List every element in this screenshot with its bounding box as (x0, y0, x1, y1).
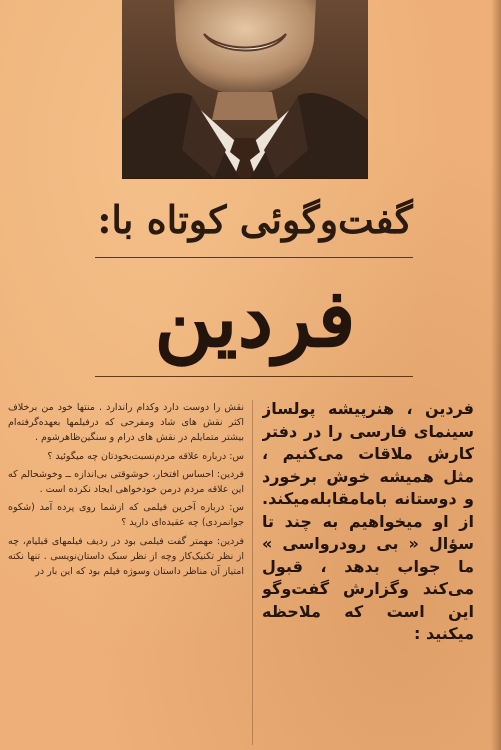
headline: گفت‌وگوئی کوتاه با: (97, 197, 413, 242)
interview-paragraph: نقش را دوست دارد وکدام راندارد . منتها خود من برخلاف اکثر نقش های شاد ومفرحی که درفیلمها بعهده‌گرفته‌ام بیشتر متمایلم در نقش های درام و سنگین‌ظاهرشوم . (8, 402, 244, 444)
column-divider (252, 400, 253, 745)
portrait-illustration (122, 0, 368, 178)
page-edge-shadow (491, 0, 501, 750)
intro-paragraph: فردین ، هنرپیشه پولساز سینمای فارسی را در دفتر کارش ملاقات می‌کنیم ، مثل همیشه خوش برخورد و دوستانه بامامقابله‌میکند. از او میخواهیم به چند تا سؤال « بی رودرواسی » ما جواب بدهد ، قبول می‌کند وگزارش گفت‌وگو این است که ملاحظه میکنید : (262, 399, 474, 643)
divider-line-top (95, 257, 413, 258)
interview-answer: فردین: مهمتر گفت فیلمی بود در ردیف فیلمهای قبلیام، چه از نظر تکنیک‌کار وچه از نظر سبک داستان‌نویسی . تنها نکته امتیاز آن مناظر داستان وسوژه فیلم بود که این بار در (8, 535, 244, 578)
divider-line-bottom (95, 376, 413, 377)
name-title: فردین (154, 271, 356, 365)
intro-column (262, 398, 474, 750)
interview-column (8, 400, 244, 750)
interview-question: س: درباره علاقه مردم‌نسبت‌بخودتان چه میگوئید ؟ (47, 450, 244, 462)
interview-question: س: درباره آخرین فیلمی که ازشما روی پرده آمد (شکوه جوانمردی) چه عقیده‌ای دارید ؟ (8, 502, 244, 529)
interview-answer: فردین: احساس افتخار، خوشوقتی بی‌اندازه ــ وخوشحالم که این علاقه مردم درمن خودخواهی ایجاد نکرده است . (8, 468, 244, 496)
portrait-photo (122, 0, 368, 179)
